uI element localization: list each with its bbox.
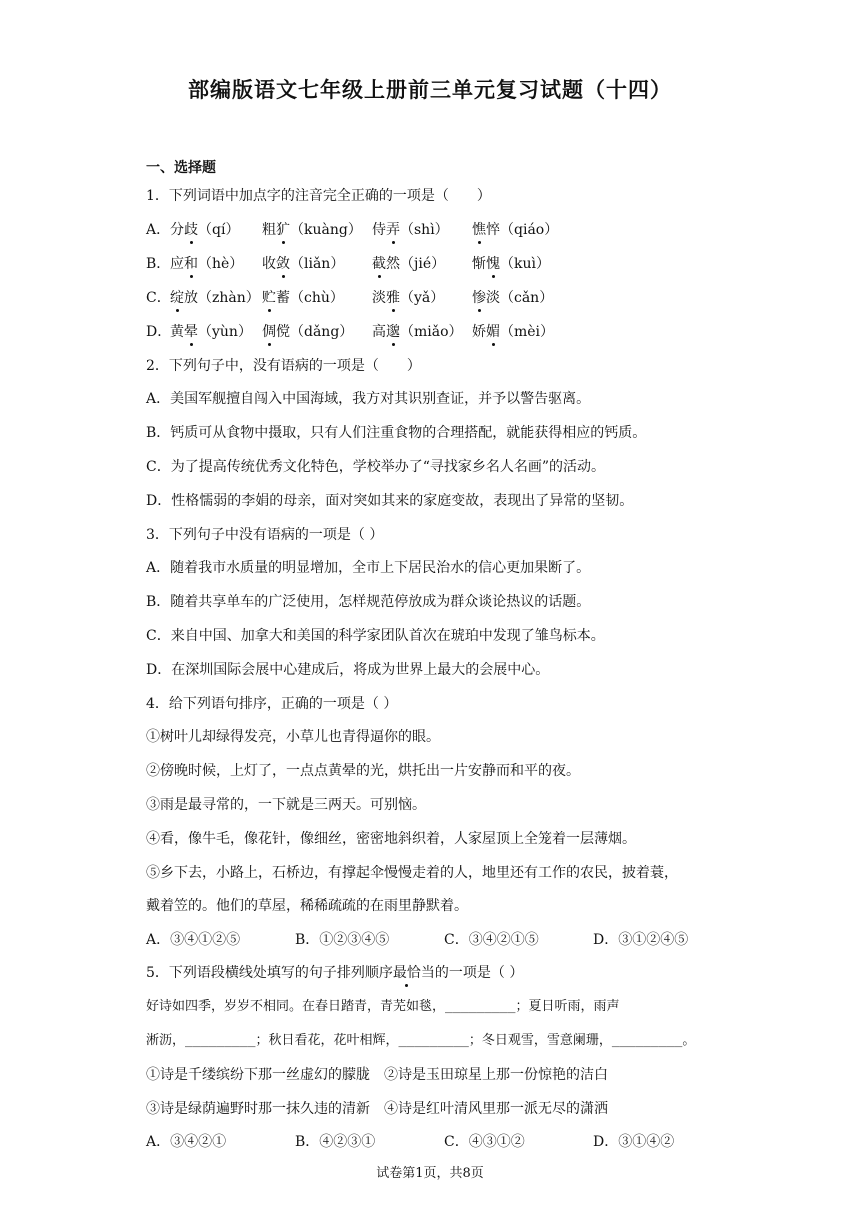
question-2-option-b: B．钙质可从食物中摄取，只有人们注重食物的合理搭配，就能获得相应的钙质。 — [146, 425, 647, 441]
question-3-option-d: D．在深圳国际会展中心建成后，将成为世界上最大的会展中心。 — [146, 662, 550, 678]
question-4-sentence-5-cont: 戴着笠的。他们的草屋，稀稀疏疏的在雨里静默着。 — [146, 898, 468, 914]
question-4-choice-d: D．③①②④⑤ — [593, 932, 689, 948]
question-5-passage-line-2: 淅沥，_________；秋日看花，花叶相辉，_________；冬日观雪，雪意阑珊，_________。 — [146, 1033, 696, 1048]
question-5-dotted-text: 最恰 — [392, 965, 421, 981]
question-4-sentence-3: ③雨是最寻常的，一下就是三两天。可别恼。 — [146, 797, 426, 813]
question-1-stem: 1．下列词语中加点字的注音完全正确的一项是（ ） — [146, 188, 491, 204]
question-1-word: 侍弄（shì） — [372, 222, 449, 238]
dotted-character: 憔 — [472, 222, 486, 238]
dotted-character: 绽 — [170, 290, 184, 306]
question-5-choice-a: A．③④②① — [146, 1134, 227, 1150]
page-title: 部编版语文七年级上册前三单元复习试题（十四） — [188, 78, 672, 102]
dotted-character: 犷 — [276, 222, 290, 238]
dotted-character: 贮 — [262, 290, 276, 306]
question-1-option-label: B． — [146, 256, 171, 272]
question-4-stem: 4．给下列语句排序，正确的一项是（ ） — [146, 696, 398, 712]
question-5-stem-pre: 5．下列语段横线处填写的句子排列顺序 — [146, 965, 393, 981]
question-1-word: 收敛（liǎn） — [262, 256, 345, 272]
dotted-character: 和 — [184, 256, 198, 272]
question-4-sentence-2: ②傍晚时候，上灯了，一点点黄晕的光，烘托出一片安静而和平的夜。 — [146, 763, 580, 779]
question-1-word: 粗犷（kuàng） — [262, 222, 362, 238]
dotted-character: 邈 — [386, 324, 400, 340]
question-1-word: 娇媚（mèi） — [472, 324, 555, 340]
dotted-character: 弄 — [386, 222, 400, 238]
dotted-character: 敛 — [276, 256, 290, 272]
question-1-word: 高邈（miǎo） — [372, 324, 463, 340]
question-1-word: 倜傥（dǎng） — [262, 324, 354, 340]
question-1-word: 分歧（qí） — [170, 222, 240, 238]
question-4-sentence-4: ④看，像牛毛，像花针，像细丝，密密地斜织着，人家屋顶上全笼着一层薄烟。 — [146, 831, 636, 847]
question-1-option-label: C． — [146, 290, 171, 306]
question-1-word: 淡雅（yǎ） — [372, 290, 445, 306]
question-1-word: 应和（hè） — [170, 256, 244, 272]
question-4-choice-a: A．③④①②⑤ — [146, 932, 241, 948]
dotted-character: 雅 — [386, 290, 400, 306]
question-5-choice-b: B．④②③① — [295, 1134, 376, 1150]
question-3-option-c: C．来自中国、加拿大和美国的科学家团队首次在琥珀中发现了雏鸟标本。 — [146, 628, 605, 644]
question-1-word: 绽放（zhàn） — [170, 290, 260, 306]
question-4-sentence-5: ⑤乡下去，小路上，石桥边，有撑起伞慢慢走着的人，地里还有工作的农民，披着蓑， — [146, 865, 678, 881]
question-1-word: 贮蓄（chù） — [262, 290, 344, 306]
page-footer: 试卷第1页，共8页 — [376, 1166, 484, 1181]
question-1-option-label: A． — [146, 222, 171, 238]
question-5-choice-d: D．③①④② — [593, 1134, 675, 1150]
question-3-option-b: B．随着共享单车的广泛使用，怎样规范停放成为群众谈论热议的话题。 — [146, 594, 591, 610]
dotted-character: 媚 — [486, 324, 500, 340]
dotted-character: 愧 — [486, 256, 500, 272]
question-4-choice-b: B．①②③④⑤ — [295, 932, 390, 948]
question-5-passage-line-1: 好诗如四季，岁岁不相同。在春日踏青，青芜如毯，_________；夏日听雨，雨声 — [146, 999, 620, 1014]
question-1-option-label: D． — [146, 324, 172, 340]
dotted-character: 截 — [372, 256, 386, 272]
question-2-option-c: C．为了提高传统优秀文化特色，学校举办了“寻找家乡名人名画”的活动。 — [146, 459, 606, 475]
question-2-option-d: D．性格懦弱的李娟的母亲，面对突如其来的家庭变故，表现出了异常的坚韧。 — [146, 493, 634, 509]
question-2-option-a: A．美国军舰擅自闯入中国海域，我方对其识别查证，并予以警告驱离。 — [146, 391, 591, 407]
question-1-word: 憔悴（qiáo） — [472, 222, 559, 238]
section-heading: 一、选择题 — [146, 160, 216, 176]
dotted-character: 倜 — [262, 324, 276, 340]
question-4-sentence-1: ①树叶儿却绿得发亮，小草儿也青得逼你的眼。 — [146, 729, 440, 745]
question-5-sentences-3-4: ③诗是绿荫遍野时那一抹久违的清新 ④诗是红叶清风里那一派无尽的潇洒 — [146, 1101, 608, 1117]
question-1-word: 惨淡（cǎn） — [472, 290, 554, 306]
question-1-word: 截然（jié） — [372, 256, 446, 272]
dotted-character: 惨 — [472, 290, 486, 306]
question-5-stem — [146, 963, 523, 983]
question-3-stem: 3．下列句子中没有语病的一项是（ ） — [146, 527, 384, 543]
question-1-word: 黄晕（yùn） — [170, 324, 252, 340]
question-3-option-a: A．随着我市水质量的明显增加，全市上下居民治水的信心更加果断了。 — [146, 560, 591, 576]
dotted-character: 歧 — [184, 222, 198, 238]
question-2-stem: 2．下列句子中，没有语病的一项是（ ） — [146, 358, 421, 374]
dotted-character: 晕 — [184, 324, 198, 340]
question-1-word: 惭愧（kuì） — [472, 256, 550, 272]
question-5-sentences-1-2: ①诗是千缕缤纷下那一丝虚幻的朦胧 ②诗是玉田琼星上那一份惊艳的洁白 — [146, 1067, 608, 1083]
question-4-choice-c: C．③④②①⑤ — [444, 932, 539, 948]
question-5-stem-post: 当的一项是（ ） — [420, 965, 524, 981]
question-5-choice-c: C．④③①② — [444, 1134, 525, 1150]
